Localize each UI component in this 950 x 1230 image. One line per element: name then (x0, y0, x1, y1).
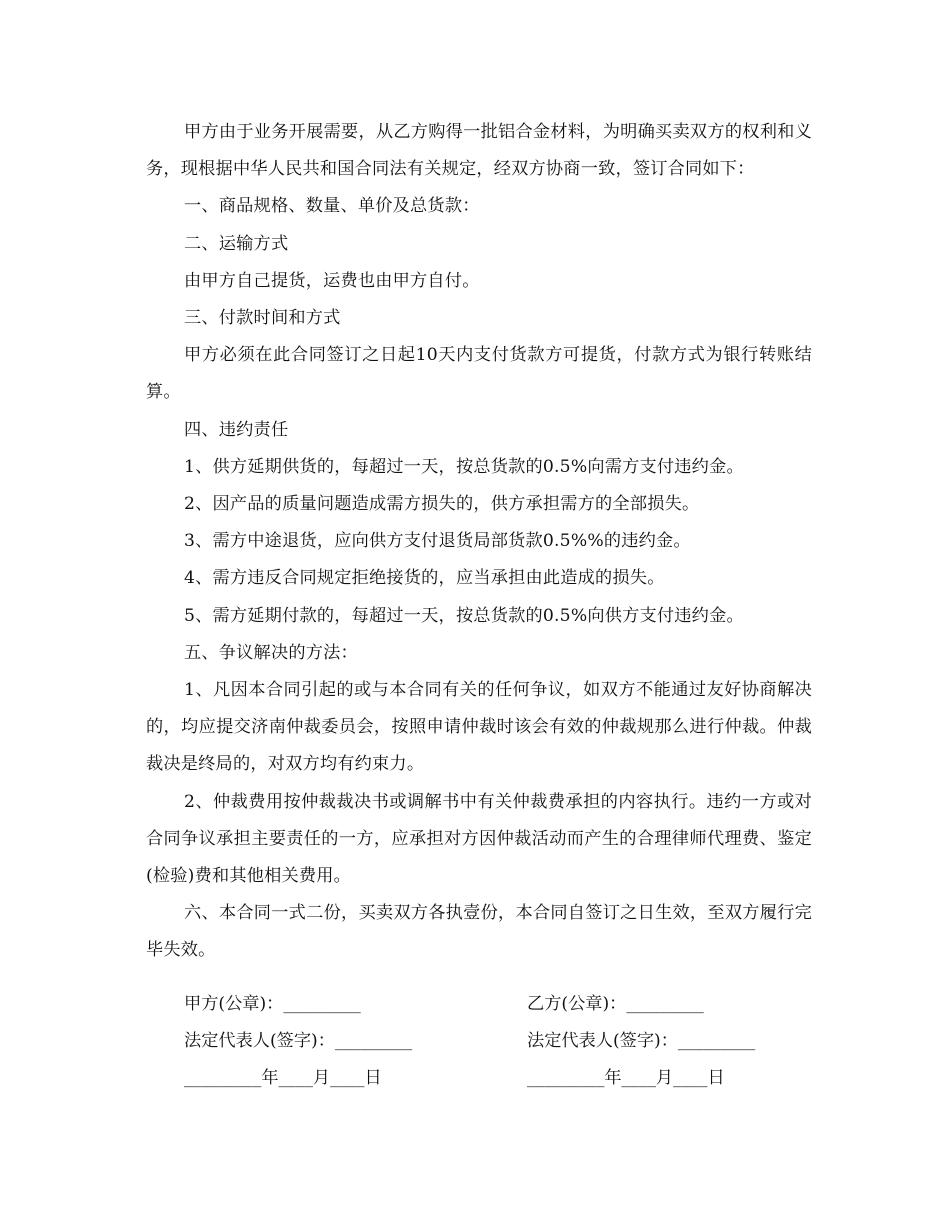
party-a-seal-line: 甲方(公章)：_________ (184, 994, 361, 1014)
copies-clause: 六、本合同一式二份，买卖双方各执壹份，本合同自签订之日生效，至双方履行完毕失效。 (146, 903, 812, 961)
contract-body (146, 114, 812, 970)
contract-intro-paragraph: 甲方由于业务开展需要，从乙方购得一批铝合金材料，为明确买卖双方的权利和义务，现根据中华人民共和国合同法有关规定，经双方协商一致，签订合同如下： (146, 122, 812, 180)
liability-clause-5: 5、需方延期付款的，每超过一天，按总货款的0.5%向供方支付违约金。 (184, 605, 744, 626)
liability-clause-3: 3、需方中途退货，应向供方支付退货局部货款0.5%%的违约金。 (184, 531, 691, 552)
section-heading-transport: 二、运输方式 (184, 233, 289, 254)
date-row (184, 1060, 824, 1097)
section-heading-goods: 一、商品规格、数量、单价及总货款： (184, 196, 480, 217)
dispute-clause-2: 2、仲裁费用按仲裁裁决书或调解书中有关仲裁费承担的内容执行。违约一方或对合同争议承担主要责任的一方，应承担对方因仲裁活动而产生的合理律师代理费、鉴定(检验)费和其他相关费用。 (146, 791, 812, 887)
party-a-representative-line: 法定代表人(签字)：_________ (184, 1031, 413, 1052)
transport-clause: 由甲方自己提货，运费也由甲方自付。 (184, 270, 480, 291)
liability-clause-1: 1、供方延期供货的，每超过一天，按总货款的0.5%向需方支付违约金。 (184, 456, 744, 477)
party-b-seal-line: 乙方(公章)：_________ (527, 994, 704, 1014)
section-heading-liability: 四、违约责任 (184, 419, 289, 440)
section-heading-dispute: 五、争议解决的方法： (184, 642, 358, 663)
signature-block (184, 986, 824, 1098)
seal-row (184, 986, 824, 1023)
liability-clause-2: 2、因产品的质量问题造成需方损失的，供方承担需方的全部损失。 (184, 494, 700, 515)
dispute-clause-1: 1、凡因本合同引起的或与本合同有关的任何争议，如双方不能通过友好协商解决的，均应提交济南仲裁委员会，按照申请仲裁时该会有效的仲裁规那么进行仲裁。仲裁裁决是终局的，对双方均有约束力。 (146, 680, 812, 775)
representative-row (184, 1023, 824, 1060)
party-a-date-line: _________年____月____日 (184, 1068, 382, 1089)
liability-clause-4: 4、需方违反合同规定拒绝接货的，应当承担由此造成的损失。 (184, 568, 665, 589)
party-b-representative-line: 法定代表人(签字)：_________ (527, 1031, 756, 1052)
payment-clause: 甲方必须在此合同签订之日起10天内支付货款方可提货，付款方式为银行转账结算。 (146, 345, 812, 403)
section-heading-payment: 三、付款时间和方式 (184, 308, 341, 329)
party-b-date-line: _________年____月____日 (527, 1068, 725, 1089)
